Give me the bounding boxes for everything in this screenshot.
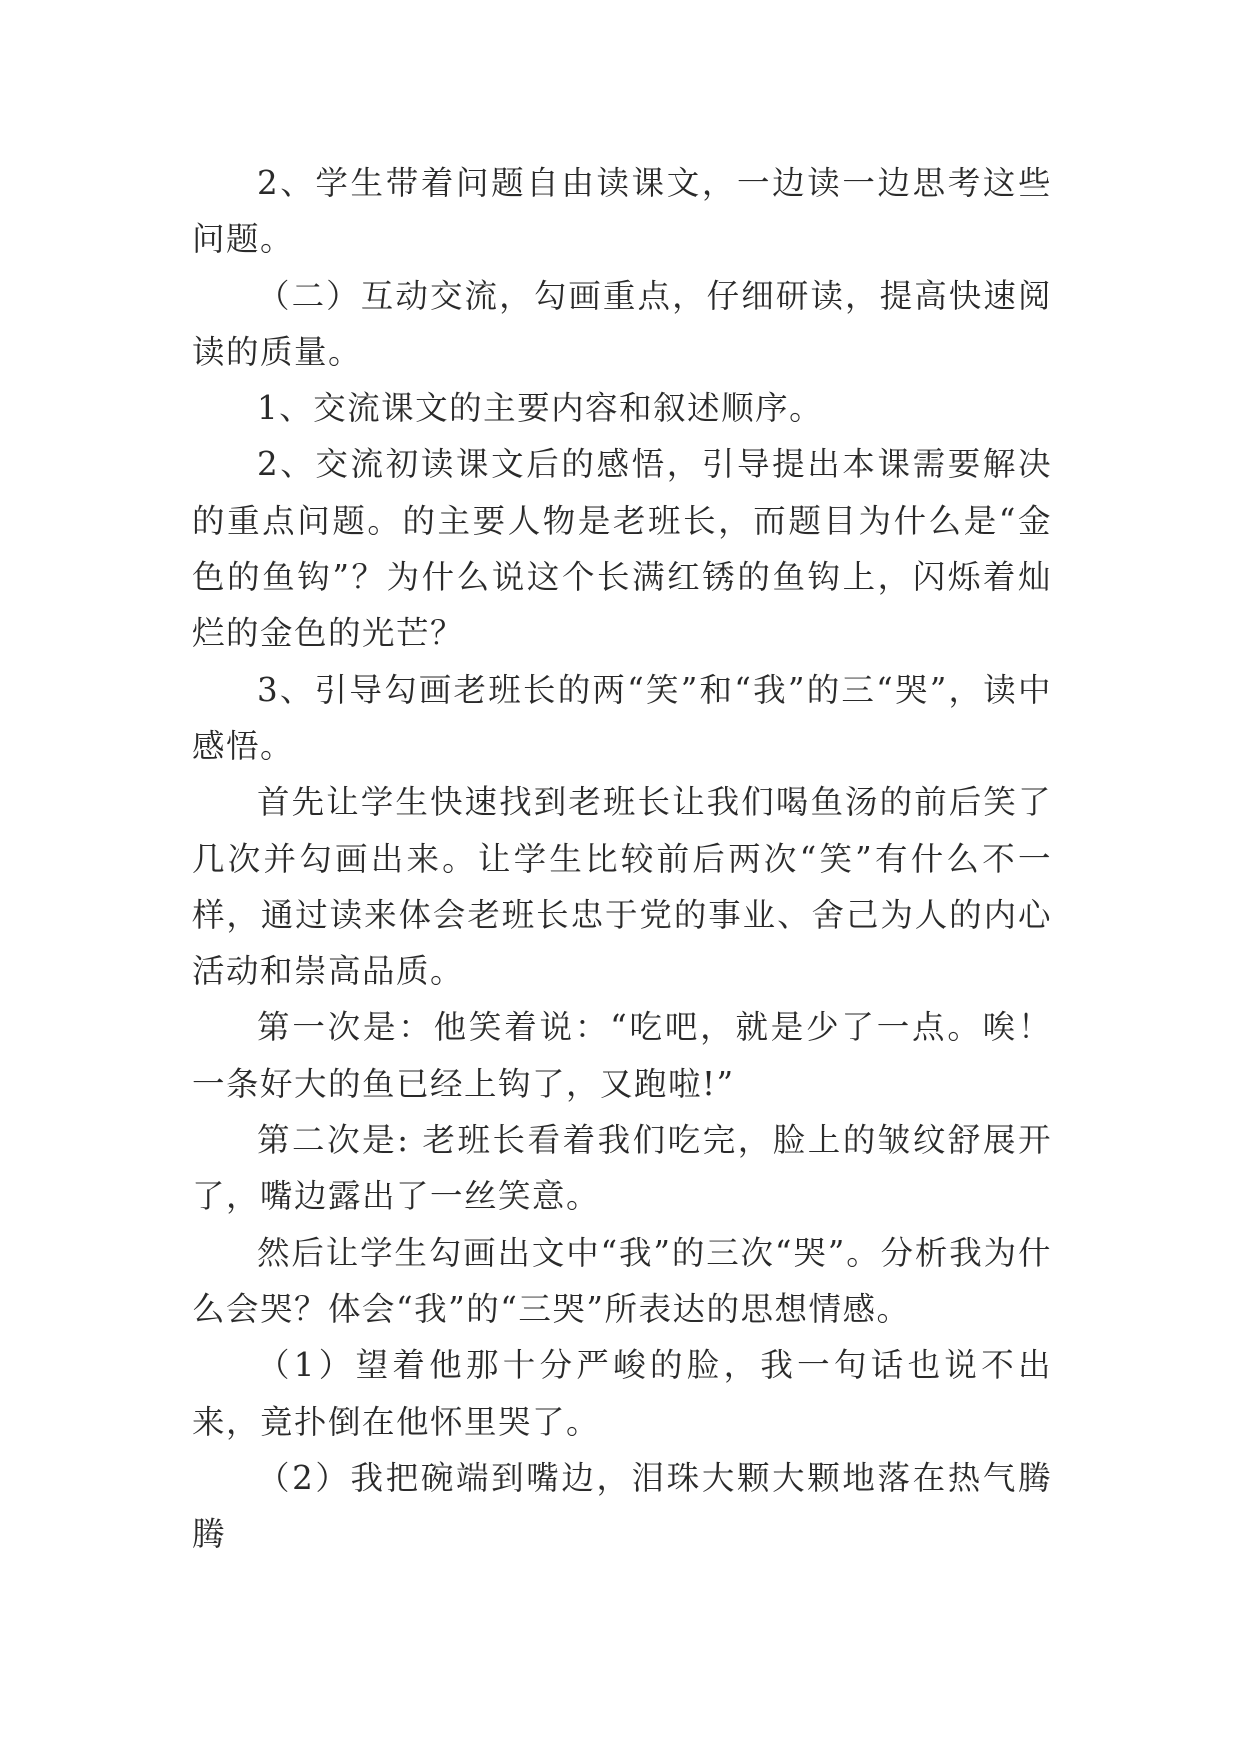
paragraph: （2）我把碗端到嘴边，泪珠大颗大颗地落在热气腾腾	[192, 1458, 1052, 1554]
paragraph: 3、引导勾画老班长的两“笑”和“我”的三“哭”，读中感悟。	[192, 670, 1052, 765]
document-body	[192, 155, 1052, 1562]
paragraph: 2、学生带着问题自由读课文，一边读一边思考这些问题。	[192, 164, 1052, 259]
paragraph: 首先让学生快速找到老班长让我们喝鱼汤的前后笑了几次并勾画出来。让学生比较前后两次“笑”有什么不一样，通过读来体会老班长忠于党的事业、舍己为人的内心活动和崇高品质。	[192, 783, 1052, 991]
paragraph: 1、交流课文的主要内容和叙述顺序。	[257, 389, 824, 428]
paragraph: 第一次是：他笑着说：“吃吧，就是少了一点。唉！一条好大的鱼已经上钩了，又跑啦!”	[192, 1008, 1052, 1103]
paragraph: 2、交流初读课文后的感悟，引导提出本课需要解决的重点问题。的主要人物是老班长，而题目为什么是“金色的鱼钩”？为什么说这个长满红锈的鱼钩上，闪烁着灿烂的金色的光芒？	[192, 445, 1052, 653]
paragraph: （二）互动交流，勾画重点，仔细研读，提高快速阅读的质量。	[192, 276, 1052, 371]
paragraph: 第二次是: 老班长看着我们吃完，脸上的皱纹舒展开了，嘴边露出了一丝笑意。	[192, 1121, 1052, 1216]
paragraph: （1）望着他那十分严峻的脸，我一句话也说不出来，竟扑倒在他怀里哭了。	[192, 1346, 1052, 1441]
paragraph: 然后让学生勾画出文中“我”的三次“哭”。分析我为什么会哭？体会“我”的“三哭”所表达的思想情感。	[192, 1233, 1052, 1328]
